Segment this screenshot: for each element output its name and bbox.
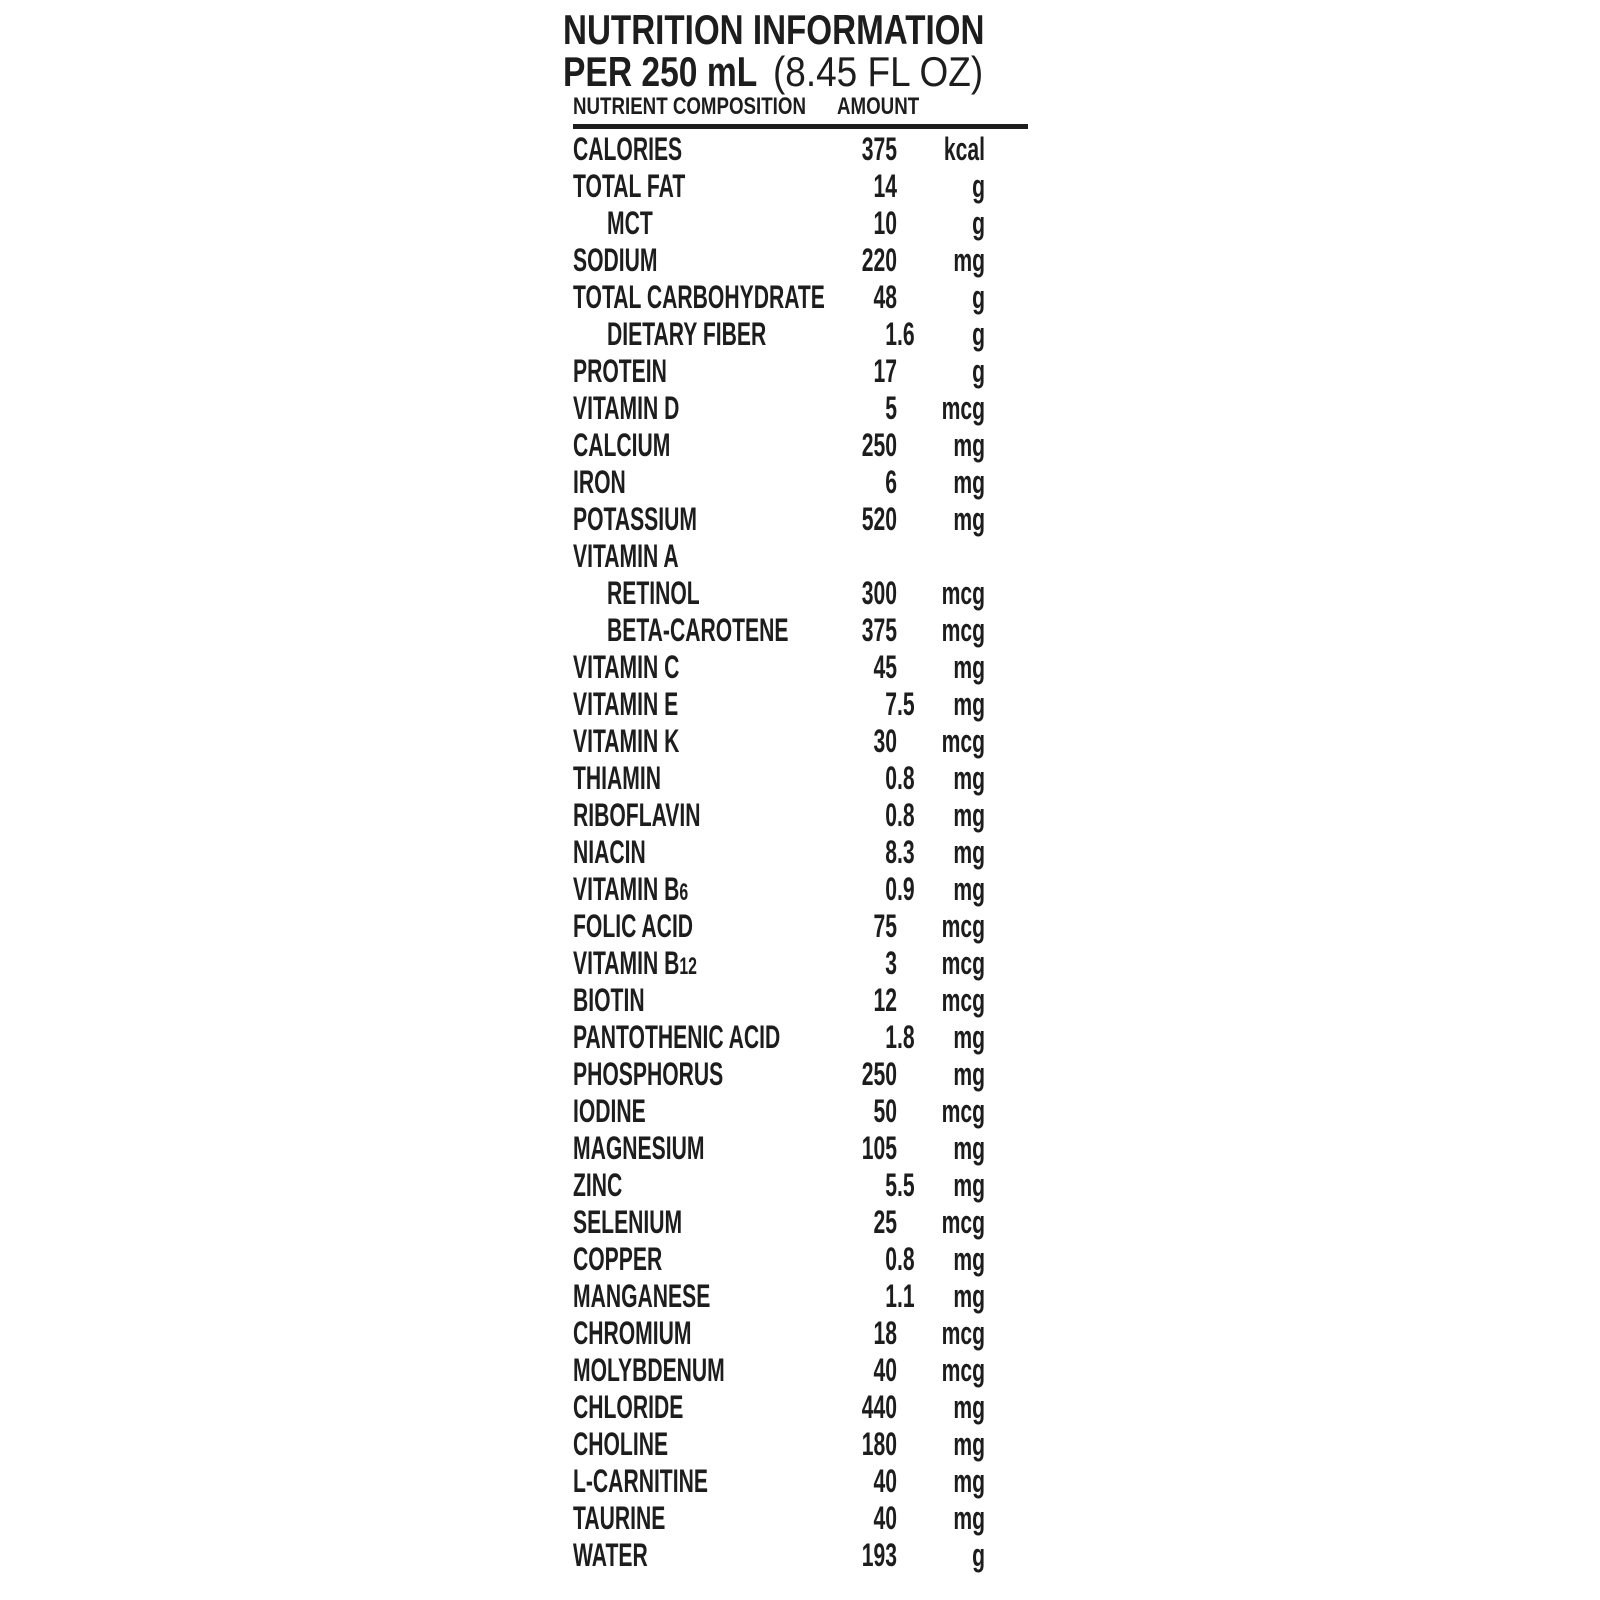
nutrient-unit: mg (953, 1426, 985, 1462)
nutrient-amount-frac: .1 (897, 1278, 915, 1314)
nutrient-name (573, 464, 626, 501)
nutrient-name (607, 575, 700, 612)
nutrient-unit: mcg (941, 1204, 985, 1240)
nutrient-name (573, 1426, 668, 1463)
nutrient-name (573, 279, 825, 316)
nutrient-name-text: NIACIN (573, 834, 646, 870)
nutrient-unit: mg (953, 1130, 985, 1166)
nutrient-name-text: POTASSIUM (573, 501, 697, 537)
column-header-nutrient: NUTRIENT COMPOSITION (573, 93, 806, 120)
nutrient-amount-frac: .6 (897, 316, 915, 352)
serving-size-note: (8.45 FL OZ) (773, 48, 984, 95)
nutrient-name-text: PANTOTHENIC ACID (573, 1019, 781, 1055)
table-row (563, 1463, 1033, 1500)
nutrient-name (573, 1130, 704, 1167)
table-row (563, 353, 1033, 390)
table-row (563, 427, 1033, 464)
nutrient-unit: mcg (941, 723, 985, 759)
nutrient-amount-int: 440 (861, 1389, 897, 1425)
nutrient-amount-int: 220 (861, 242, 897, 278)
nutrient-unit: mg (953, 242, 985, 278)
nutrient-amount-frac: .3 (897, 834, 915, 870)
nutrient-name-text: PHOSPHORUS (573, 1056, 724, 1092)
nutrient-unit: mg (953, 834, 985, 870)
nutrient-name-text: TOTAL CARBOHYDRATE (573, 279, 825, 315)
table-row (563, 1278, 1033, 1315)
nutrient-amount-int: 40 (873, 1500, 897, 1536)
nutrient-amount-int: 6 (885, 464, 897, 500)
table-row (563, 316, 1033, 353)
nutrient-name-text: THIAMIN (573, 760, 661, 796)
nutrient-name-text: COPPER (573, 1241, 663, 1277)
serving-size-line (563, 48, 1033, 95)
nutrient-name-text: CHOLINE (573, 1426, 669, 1462)
table-row (563, 1500, 1033, 1537)
nutrient-amount-int: 0 (885, 871, 897, 907)
nutrient-name (573, 1167, 622, 1204)
nutrient-amount-int: 1 (885, 1278, 897, 1314)
nutrient-name (573, 686, 678, 723)
nutrient-name-text: VITAMIN K (573, 723, 680, 759)
nutrient-name (573, 871, 688, 911)
nutrient-name (573, 501, 697, 538)
nutrient-amount-int: 105 (861, 1130, 897, 1166)
nutrient-amount-int: 250 (861, 1056, 897, 1092)
nutrient-unit: kcal (943, 131, 985, 167)
table-row (563, 760, 1033, 797)
table-row (563, 1167, 1033, 1204)
nutrient-name (607, 316, 766, 353)
nutrient-name-text: MANGANESE (573, 1278, 711, 1314)
nutrient-name (573, 538, 679, 575)
nutrient-name (573, 1019, 780, 1056)
nutrient-name (573, 1056, 723, 1093)
table-row (563, 168, 1033, 205)
nutrient-name (573, 834, 646, 871)
header-divider-rule (573, 124, 1028, 129)
nutrient-amount-int: 520 (861, 501, 897, 537)
nutrient-unit: mg (953, 427, 985, 463)
nutrient-amount-int: 40 (873, 1463, 897, 1499)
nutrient-amount-frac: .5 (897, 686, 915, 722)
column-header-amount: AMOUNT (837, 93, 920, 120)
nutrient-name (607, 205, 653, 242)
nutrient-name-text: MAGNESIUM (573, 1130, 705, 1166)
nutrient-unit: mg (953, 464, 985, 500)
nutrient-unit: mg (953, 1167, 985, 1203)
serving-size-value: PER 250 mL (563, 48, 758, 95)
nutrient-unit: mg (953, 871, 985, 907)
nutrient-name (573, 1204, 682, 1241)
nutrient-amount-int: 50 (873, 1093, 897, 1129)
nutrient-unit: mg (953, 1019, 985, 1055)
nutrient-name-text: L-CARNITINE (573, 1463, 708, 1499)
nutrient-name-text: MOLYBDENUM (573, 1352, 725, 1388)
nutrient-name (573, 131, 682, 168)
nutrient-name-text: MCT (607, 205, 653, 241)
nutrient-name-text: TAURINE (573, 1500, 666, 1536)
nutrient-name-text: RIBOFLAVIN (573, 797, 701, 833)
nutrient-unit: mcg (941, 1352, 985, 1388)
table-row (563, 612, 1033, 649)
nutrient-amount-int: 8 (885, 834, 897, 870)
nutrient-amount-int: 14 (873, 168, 897, 204)
table-row (563, 871, 1033, 908)
nutrition-label-panel (563, 8, 1033, 1574)
nutrient-amount-int: 10 (873, 205, 897, 241)
nutrient-amount-int: 7 (885, 686, 897, 722)
nutrient-amount-frac: .8 (897, 1019, 915, 1055)
nutrient-name-text: IRON (573, 464, 626, 500)
nutrient-unit: mcg (941, 575, 985, 611)
nutrient-amount-int: 5 (885, 1167, 897, 1203)
nutrient-unit: mg (953, 1241, 985, 1277)
nutrient-amount-int: 193 (861, 1537, 897, 1573)
nutrient-unit: mg (953, 686, 985, 722)
nutrient-name (573, 242, 657, 279)
table-row (563, 1315, 1033, 1352)
nutrient-name (573, 353, 667, 390)
table-row (563, 1426, 1033, 1463)
nutrient-unit: mg (953, 1463, 985, 1499)
nutrient-amount-int: 48 (873, 279, 897, 315)
nutrient-amount-int: 375 (861, 612, 897, 648)
nutrient-name-text: VITAMIN E (573, 686, 679, 722)
nutrient-unit: g (972, 353, 985, 389)
table-row (563, 242, 1033, 279)
table-row (563, 1019, 1033, 1056)
nutrient-name-text: VITAMIN C (573, 649, 680, 685)
nutrient-name (573, 1315, 691, 1352)
table-row (563, 1093, 1033, 1130)
nutrient-name (573, 427, 670, 464)
table-row (563, 1204, 1033, 1241)
nutrient-amount-int: 12 (873, 982, 897, 1018)
nutrient-name-text: BIOTIN (573, 982, 645, 1018)
nutrient-name (573, 760, 661, 797)
table-row (563, 464, 1033, 501)
table-column-headers (563, 94, 1033, 120)
nutrient-name (573, 797, 700, 834)
nutrient-name-text: ZINC (573, 1167, 623, 1203)
nutrition-title: NUTRITION INFORMATION (563, 6, 985, 53)
nutrient-amount-int: 30 (873, 723, 897, 759)
nutrient-name-text: RETINOL (607, 575, 700, 611)
nutrient-amount-int: 40 (873, 1352, 897, 1388)
table-row (563, 908, 1033, 945)
table-row (563, 538, 1033, 575)
nutrient-name (573, 1278, 710, 1315)
nutrient-unit: g (972, 168, 985, 204)
nutrient-name-text: SELENIUM (573, 1204, 683, 1240)
nutrient-unit: g (972, 279, 985, 315)
table-row (563, 1389, 1033, 1426)
nutrient-name (573, 1093, 646, 1130)
nutrient-name-text: CHLORIDE (573, 1389, 684, 1425)
table-row (563, 649, 1033, 686)
nutrient-unit: mcg (941, 612, 985, 648)
nutrient-unit: g (972, 316, 985, 352)
table-row (563, 834, 1033, 871)
nutrient-name (573, 1500, 665, 1537)
nutrient-name-text: DIETARY FIBER (607, 316, 767, 352)
nutrient-name (573, 908, 693, 945)
nutrient-unit: mg (953, 1056, 985, 1092)
nutrient-name (573, 982, 645, 1019)
nutrient-name (573, 168, 685, 205)
nutrient-name-text: VITAMIN A (573, 538, 679, 574)
table-row (563, 131, 1033, 168)
nutrient-amount-frac: .5 (897, 1167, 915, 1203)
nutrient-name-text: CALORIES (573, 131, 683, 167)
nutrient-name (573, 1241, 662, 1278)
nutrient-name-text: CALCIUM (573, 427, 671, 463)
nutrient-name-text: VITAMIN B (573, 871, 680, 907)
nutrient-amount-int: 250 (861, 427, 897, 463)
nutrient-name-text: VITAMIN B (573, 945, 680, 981)
nutrient-unit: mcg (941, 1315, 985, 1351)
nutrient-amount-int: 0 (885, 760, 897, 796)
nutrient-name (573, 1463, 708, 1500)
nutrient-amount-int: 1 (885, 1019, 897, 1055)
table-row (563, 797, 1033, 834)
nutrient-name (573, 649, 679, 686)
nutrient-unit: mg (953, 1500, 985, 1536)
nutrient-name-text: SODIUM (573, 242, 658, 278)
nutrient-name (607, 612, 788, 649)
nutrient-unit: mcg (941, 908, 985, 944)
nutrient-name-text: PROTEIN (573, 353, 667, 389)
nutrient-amount-frac: .8 (897, 1241, 915, 1277)
nutrient-amount-frac: .9 (897, 871, 915, 907)
nutrient-amount-int: 180 (861, 1426, 897, 1462)
nutrient-name (573, 1352, 725, 1389)
nutrient-name-text: WATER (573, 1537, 648, 1573)
table-row (563, 1241, 1033, 1278)
nutrient-unit: mcg (941, 945, 985, 981)
nutrient-name (573, 390, 679, 427)
nutrient-name (573, 945, 697, 985)
table-row (563, 1537, 1033, 1574)
nutrient-name-text: BETA-CAROTENE (607, 612, 789, 648)
nutrient-name (573, 1389, 683, 1426)
nutrient-unit: mcg (941, 982, 985, 1018)
nutrient-amount-int: 18 (873, 1315, 897, 1351)
nutrient-name-text: TOTAL FAT (573, 168, 686, 204)
table-row (563, 205, 1033, 242)
table-row (563, 1130, 1033, 1167)
nutrient-unit: mg (953, 797, 985, 833)
nutrient-unit: g (972, 1537, 985, 1573)
nutrient-name (573, 723, 679, 760)
table-row (563, 575, 1033, 612)
nutrient-unit: g (972, 205, 985, 241)
nutrient-amount-int: 25 (873, 1204, 897, 1240)
nutrient-amount-frac: .8 (897, 797, 915, 833)
nutrient-amount-int: 17 (873, 353, 897, 389)
nutrient-unit: mcg (941, 390, 985, 426)
table-row (563, 982, 1033, 1019)
table-row (563, 945, 1033, 982)
nutrient-unit: mg (953, 1389, 985, 1425)
table-row (563, 1056, 1033, 1093)
nutrient-amount-int: 375 (861, 131, 897, 167)
nutrient-name-subscript: 12 (679, 953, 697, 980)
nutrient-amount-int: 45 (873, 649, 897, 685)
nutrient-unit: mcg (941, 1093, 985, 1129)
nutrient-name-subscript: 6 (679, 879, 689, 906)
table-row (563, 279, 1033, 316)
nutrient-amount-frac: .8 (897, 760, 915, 796)
nutrient-amount-int: 1 (885, 316, 897, 352)
table-row (563, 686, 1033, 723)
table-row (563, 390, 1033, 427)
nutrient-unit: mg (953, 501, 985, 537)
nutrient-amount-int: 0 (885, 797, 897, 833)
table-row (563, 1352, 1033, 1389)
nutrient-name-text: VITAMIN D (573, 390, 680, 426)
nutrient-unit: mg (953, 760, 985, 796)
nutrient-name-text: CHROMIUM (573, 1315, 692, 1351)
nutrient-name (573, 1537, 648, 1574)
nutrient-name-text: IODINE (573, 1093, 646, 1129)
nutrient-amount-int: 5 (885, 390, 897, 426)
nutrient-table (563, 131, 1033, 1574)
nutrient-amount-int: 75 (873, 908, 897, 944)
nutrient-unit: mg (953, 1278, 985, 1314)
nutrient-amount-int: 300 (861, 575, 897, 611)
table-row (563, 501, 1033, 538)
nutrient-amount-int: 3 (885, 945, 897, 981)
nutrient-name-text: FOLIC ACID (573, 908, 694, 944)
nutrient-unit: mg (953, 649, 985, 685)
table-row (563, 723, 1033, 760)
nutrient-amount-int: 0 (885, 1241, 897, 1277)
